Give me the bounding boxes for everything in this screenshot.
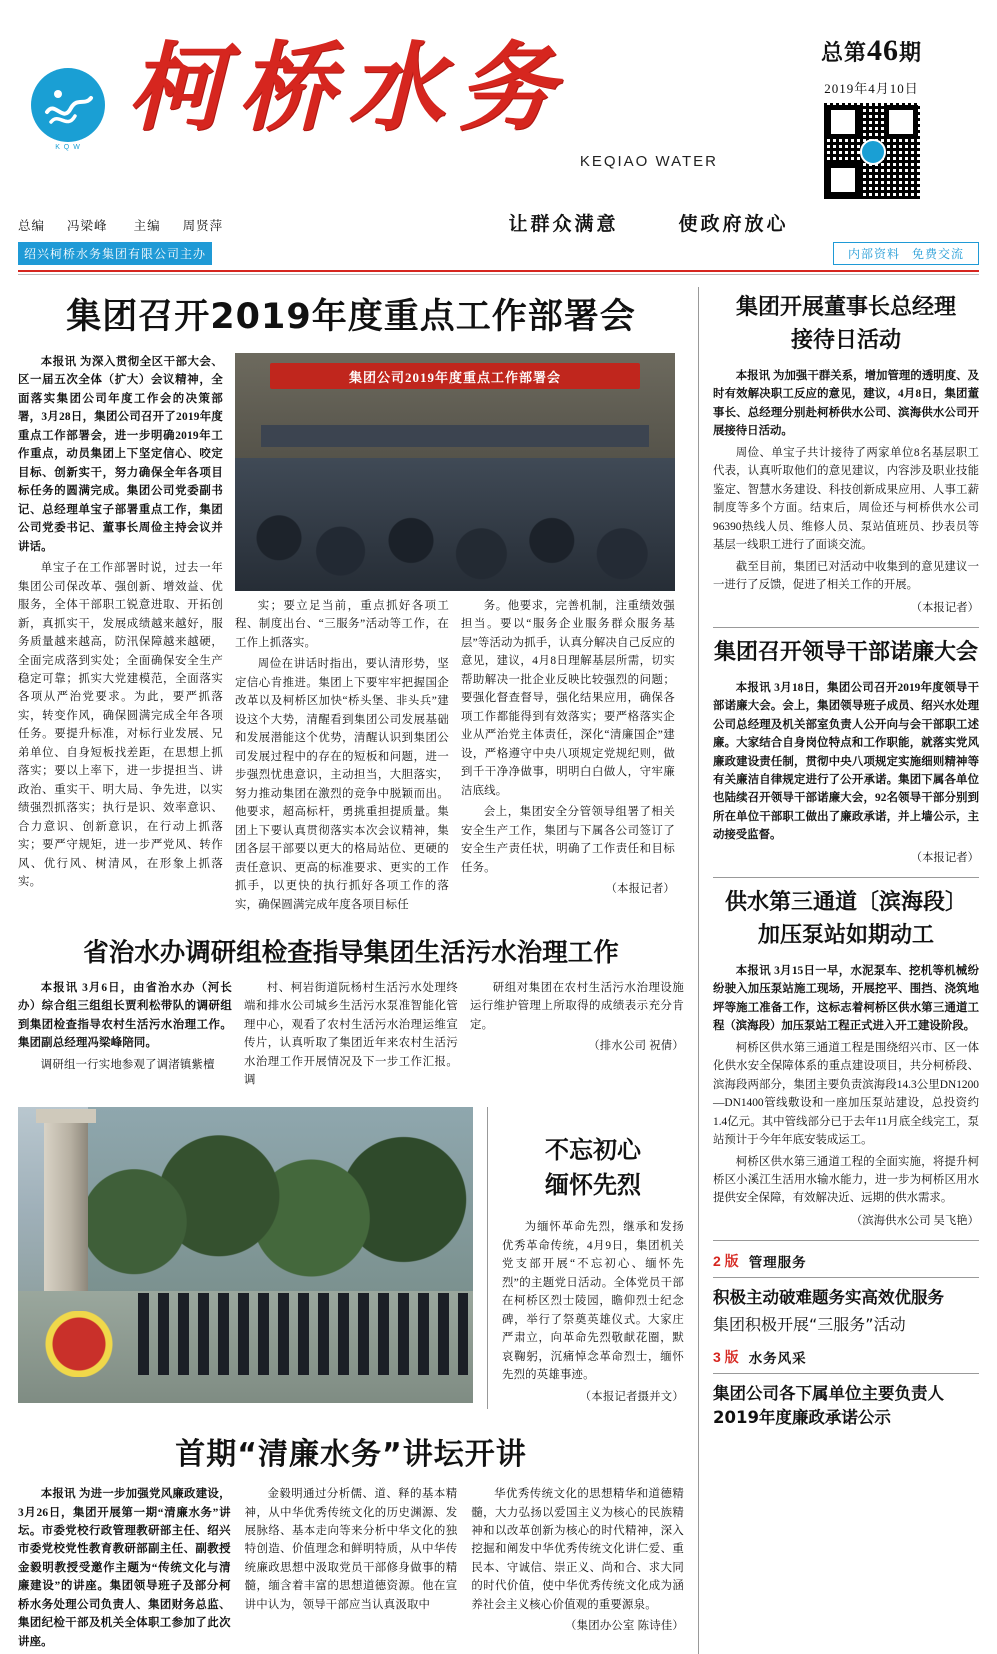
story2-col-2 xyxy=(244,979,458,1093)
issue-prefix: 总第 xyxy=(820,40,867,65)
right-story3-headline-line2: 加压泵站如期动工 xyxy=(757,922,934,948)
chief-editor-name: 冯梁峰 xyxy=(67,219,108,233)
lead-block xyxy=(18,353,684,917)
story4-columns xyxy=(18,1485,684,1654)
subheader xyxy=(18,190,979,240)
lead-photo-col-p2: 周俭在讲话时指出，要认清形势，坚定信心肯推进。集团上下要牢牢把握国企改革以及柯桥区加快“桥头堡、非头兵”建设这个大势，清醒看到集团公司发展基础和发展潜能这个优势，清醒认识到集团公司发展过程中的存在的短板和问题，进一步强烈忧患意识，主动担当，大胆落实，努力推动集团在激烈的竞争中脱颖而出。他要求，超高标杆，勇挑重担提质量。集团上下要认真贯彻落实本次会议精神，集团各层干部要以更大的格局站位、更硬的责任意识、更高的标准要求、更实的工作抓手，以更快的执行抓好各项工作的落实，确保圆满完成年度各项目标任 xyxy=(235,658,449,911)
logo-text: K Q W xyxy=(55,144,81,151)
lead-col3-sign: （本报记者） xyxy=(605,883,675,896)
right-story1-p2: 周俭、单宝子共计接待了两家单位8名基层职工代表，认真听取他们的意见建议，内容涉及职业技能鉴定、智慧水务建设、科技创新成果应用、人事工薪制度等多个方面。结束后，周俭还与柯桥供水公司96390热线人员、维修人员、泵站值班员、抄表员等基层一线职工进行了面谈交流。 xyxy=(713,446,979,552)
meeting-photo xyxy=(235,353,675,591)
page-ref-2-title[interactable]: 集团公司各下属单位主要负责人 xyxy=(713,1383,944,1403)
editor-name: 周贤萍 xyxy=(182,219,224,233)
divider-thin xyxy=(18,274,979,275)
issue-number: 46 xyxy=(867,34,899,67)
photo-crowd xyxy=(138,1293,468,1375)
right-story2-body xyxy=(713,679,979,845)
page-ref-1-subtitle[interactable]: 集团积极开展“三服务”活动 xyxy=(713,1314,906,1334)
right-story3-p3: 柯桥区供水第三通道工程的全面实施，将提升柯桥区小溪江生活用水输水能力，进一步为柯桥区用水提供安全保障，有效解决近、远期的供水需求。 xyxy=(713,1155,979,1205)
page-ref-1[interactable] xyxy=(713,1251,979,1271)
masthead xyxy=(18,0,979,190)
divider-red xyxy=(18,270,979,272)
water-drop-icon xyxy=(31,68,105,142)
right-story3-p1: 本报讯 3月15日一早，水泥泵车、挖机等机械纷纷驶入加压泵站施工现场，开展挖平、围挡、浇筑地坪等施工准备工作，这标志着柯桥区供水第三通道工程（滨海段）加压泵站工程正式进入开工建设阶段。 xyxy=(713,964,979,1033)
page-ref-1-title[interactable]: 积极主动破难题务实高效优服务 xyxy=(713,1287,944,1307)
right-divider-1 xyxy=(713,627,979,628)
slogan-left: 让群众满意 xyxy=(508,214,619,235)
memorial-headline-line2: 缅怀先烈 xyxy=(545,1170,641,1199)
internal-label-left: 内部资料 xyxy=(847,246,900,261)
editor-label: 主编 xyxy=(133,219,161,233)
page-ref-1-divider xyxy=(713,1277,979,1278)
editor-credits xyxy=(18,216,318,240)
right-story3-headline-line1: 供水第三通道〔滨海段〕 xyxy=(724,889,967,915)
right-story1-p3: 截至目前，集团已对活动中收集到的意见建议一一进行了反馈，促进了相关工作的开展。 xyxy=(713,560,979,592)
lead-photo-col-p1: 实；要立足当前，重点抓好各项工程、制度出台、“三服务”活动等工作，在工作上抓落实。 xyxy=(235,600,449,649)
story2-p1: 本报讯 3月6日，由省治水办（河长办）综合组三组组长贾利松带队的调研组到集团检查指导农村生活污水治理工作。集团副总经理冯梁峰陪同。 xyxy=(18,981,232,1050)
qr-code-icon[interactable] xyxy=(824,103,920,199)
org-banner-row xyxy=(18,242,979,264)
issue-number-line xyxy=(764,34,979,68)
story4-p1: 本报讯 为进一步加强党风廉政建设，3月26日，集团开展第一期“清廉水务”讲坛。市委党校行政管理教研部主任、绍兴市委党校党性教育教研部副主任、副教授金毅明教授受邀作主题为“传统文化与清廉建设”的讲座。集团领导班子及部分柯桥水务处理公司负责人、集团财务总监、集团纪检干部及机关全体职工参加了此次讲座。 xyxy=(18,1488,231,1648)
logo xyxy=(18,28,118,151)
right-story1-headline-line1: 集团开展董事长总经理 xyxy=(735,295,956,320)
page-ref-1-category: 管理服务 xyxy=(748,1254,807,1270)
page-ref-2-divider xyxy=(713,1373,979,1374)
lead-headline: 集团召开2019年度重点工作部署会 xyxy=(66,297,636,337)
photo-banner-text: 集团公司2019年度重点工作部署会 xyxy=(270,363,640,389)
issue-date: 2019年4月10日 xyxy=(824,81,919,96)
story2-p2: 调研组一行实地参观了调渚镇紫檀 xyxy=(40,1058,215,1071)
right-story1-sign: （本报记者） xyxy=(910,601,979,614)
right-story3-body xyxy=(713,962,979,1208)
photo-audience xyxy=(235,458,675,591)
memorial-photo xyxy=(18,1107,473,1403)
paper-title-wrap xyxy=(118,28,764,170)
story4-col-2 xyxy=(245,1485,458,1654)
story2-sign: （排水公司 祝倩） xyxy=(588,1040,684,1053)
story2-p3: 村、柯岩街道阮杨村生活污水处理终端和排水公司城乡生活污水泵准智能化管理中心，观看了农村生活污水治理运维宣传片，认真听取了集团近年来农村生活污水治理工作开展情况及下一步工作汇报。调 xyxy=(244,981,458,1087)
right-column xyxy=(698,287,979,1654)
left-column xyxy=(18,287,698,1654)
page-ref-1-number: 2 版 xyxy=(713,1252,739,1269)
memorial-text xyxy=(487,1107,684,1409)
lead-photo-wrap xyxy=(235,353,675,917)
story4-sign: （集团办公室 陈诗佳） xyxy=(565,1620,685,1633)
chief-editor-label: 总编 xyxy=(18,219,46,233)
right-story3-headline xyxy=(713,886,979,952)
page-ref-2[interactable] xyxy=(713,1347,979,1367)
memorial-p1: 为缅怀革命先烈，继承和发扬优秀革命传统，4月9日，集团机关党支部开展“不忘初心、缅怀先烈”的主题党日活动。全体党员干部在柯桥区烈士陵园，瞻仰烈士纪念碑，举行了祭奠英雄仪式。大家庄严肃立，向革命先烈敬献花圈，默哀鞠躬，沉痛悼念革命烈士，缅怀先烈的英雄事迹。 xyxy=(502,1221,684,1382)
story4-headline: 首期“清廉水务”讲坛开讲 xyxy=(175,1437,527,1473)
right-story2-sign: （本报记者） xyxy=(910,851,979,864)
right-story2-headline: 集团召开领导干部诺廉大会 xyxy=(713,639,978,665)
right-story1-headline-line2: 接待日活动 xyxy=(790,328,901,353)
qr-center-logo xyxy=(860,139,886,165)
paper-title-en: KEQIAO WATER xyxy=(579,153,718,170)
story2-col-1 xyxy=(18,979,232,1093)
right-story3-sign: （滨海供水公司 吴飞艳） xyxy=(850,1214,979,1227)
story2-columns xyxy=(18,979,684,1093)
story4-col-1 xyxy=(18,1485,231,1654)
lead-col3-p1: 务。他要求，完善机制，注重绩效强担当。要以“服务企业服务群众服务基层”等活动为抓手，认真分解决自己反应的意见，建议，4月8日理解基层所需，切实帮助解决一批企业反映比较强烈的问题；要强化督查督导，强化结果应用，确保各项工作都能得到有效落实；要严格落实企业从严治党主体责任，深化“清廉国企”建设，严格遵守中央八项规定党规纪则，做到千干净净做事，明明白白做人，守牢廉洁底线。 xyxy=(461,600,675,797)
issue-suffix: 期 xyxy=(899,40,923,65)
story4-p2: 金毅明通过分析儒、道、释的基本精神，从中华优秀传统文化的历史渊源、发展脉络、基本走向等来分析中华文化的独特创造、价值理念和鲜明特质，从中华传统廉政思想中汲取党员干部修身做事的精髓，缅含着丰富的思想道德资源。他在宣讲中认为，领导干部应当认真汲取中 xyxy=(244,1488,458,1611)
right-divider-2 xyxy=(713,877,979,878)
right-divider-3 xyxy=(713,1240,979,1241)
internal-label-right: 免费交流 xyxy=(911,246,964,261)
issue-info xyxy=(764,28,979,199)
page-ref-2-number: 3 版 xyxy=(713,1348,739,1365)
right-story1-headline xyxy=(713,291,979,357)
story4-p3: 华优秀传统文化的思想精华和道德精髓，大力弘扬以爱国主义为核心的民族精神和以改革创新为核心的时代精神，深入挖掘和阐发中华优秀传统文化讲仁爱、重民本、守诚信、崇正义、尚和合、求大同的时代价值，使中华优秀传统文化成为涵养社会主义核心价值观的重要源泉。 xyxy=(471,1488,685,1611)
content-grid xyxy=(18,287,979,1654)
internal-distribution-tag xyxy=(833,242,979,265)
story2-headline: 省治水办调研组检查指导集团生活污水治理工作 xyxy=(83,937,619,968)
memorial-headline-line1: 不忘初心 xyxy=(545,1135,641,1164)
right-story1-p1: 本报讯 为加强干群关系，增加管理的透明度、及时有效解决职工反应的意见，建议，4月8日，集团董事长、总经理分别赴柯桥供水公司、滨海供水公司开展接待日活动。 xyxy=(713,370,979,438)
story4-col-3 xyxy=(471,1485,684,1654)
page-ref-2-subtitle[interactable]: 2019年度廉政承诺公示 xyxy=(713,1408,891,1428)
memorial-sign: （本报记者摄并文） xyxy=(579,1390,684,1403)
right-story1-body xyxy=(713,367,979,595)
photo-wreath xyxy=(36,1311,122,1377)
memorial-block xyxy=(18,1107,684,1409)
lead-paragraph-1: 本报讯 为深入贯彻全区干部大会、区一届五次全体（扩大）会议精神，全面落实集团公司年度工作会的决策部署，3月28日，集团公司召开了2019年度重点工作部署会，进一步明确2019年工作重点，动员集团上下坚定信心、咬定目标、创新实干，努力确保全年各项目标任务的圆满完成。集团公司党委副书记、总经理单宝子部署重点工作，集团公司党委书记、董事长周俭主持会议并讲话。 xyxy=(18,356,223,553)
lead-col3-p2: 会上，集团安全分管领导组署了相关安全生产工作，集团与下属各公司签订了安全生产责任状，明确了工作责任和目标任务。 xyxy=(461,806,675,874)
memorial-headline xyxy=(502,1133,684,1203)
story2-col-3 xyxy=(470,979,684,1093)
page-ref-2-category: 水务风采 xyxy=(748,1350,807,1366)
memorial-body xyxy=(502,1218,684,1406)
right-story2-p1: 本报讯 3月18日，集团公司召开2019年度领导干部诺廉大会。会上，集团领导班子成员、绍兴水处理公司总经理及机关部室负责人公开向与会干部职工述廉。大家结合自身岗位特点和工作职能，就落实党风廉政建设责任制，贯彻中央八项规定实施细则精神等有关廉洁自律规定进行了公开承诺。集团下属各单位也陆续召开领导干部诺廉大会，92名领导干部分别到所在单位干部职工做出了廉政承诺，并上墙公示，主动接受监督。 xyxy=(713,681,979,842)
lead-paragraph-2: 单宝子在工作部署时说，过去一年集团公司保改革、强创新、增效益、优服务，全体干部职工锐意进取、开拓创新，真抓实干，发展成绩越来越好，服务质量越来越高，防汛保障越来越硬，全面完成落到实处；全面确保安全生产稳定可靠；抓实大党建模范，全面落实各项从严治党要求。为此，要严抓落实，转变作风，确保圆满完成全年各项任务。要提升标准，对标行业发展、兄弟单位、自身短板找差距，在思想上抓落实；要以上率下，进一步提担当、讲政治、重实干、明大局、争先进，以实绩强烈抓落实；执行是识、效率意识、合力意识、创新意识，在行动上抓落实；要严守规矩，进一步严党风、转作风、优行风、树清风，在形象上抓落实。 xyxy=(18,562,223,889)
right-story3-p2: 柯桥区供水第三通道工程是围绕绍兴市、区一体化供水安全保障体系的重点建设项目，共分柯桥段、滨海段两部分，集团主要负责滨海段14.3公里DN1200—DN1400管线敷设和一座加压泵站建设，总投资约1.4亿元。其中管线部分已于去年11月底全线完工，泵站预计于今年年底安装成运工。 xyxy=(713,1041,979,1147)
slogan-right: 使政府放心 xyxy=(678,214,789,235)
photo-trees xyxy=(88,1107,473,1292)
wave-icon xyxy=(41,82,95,128)
photo-head-table xyxy=(261,425,648,447)
slogan-row xyxy=(318,209,979,240)
lead-text-under-photo xyxy=(235,597,675,917)
lead-text-col-1 xyxy=(18,353,223,917)
organization-tag: 绍兴柯桥水务集团有限公司主办 xyxy=(18,242,212,265)
story2-p4: 研组对集团在农村生活污水治理设施运行维护管理上所取得的成绩表示充分肯定。 xyxy=(470,981,684,1031)
page-title: 柯桥水务 xyxy=(128,31,568,144)
